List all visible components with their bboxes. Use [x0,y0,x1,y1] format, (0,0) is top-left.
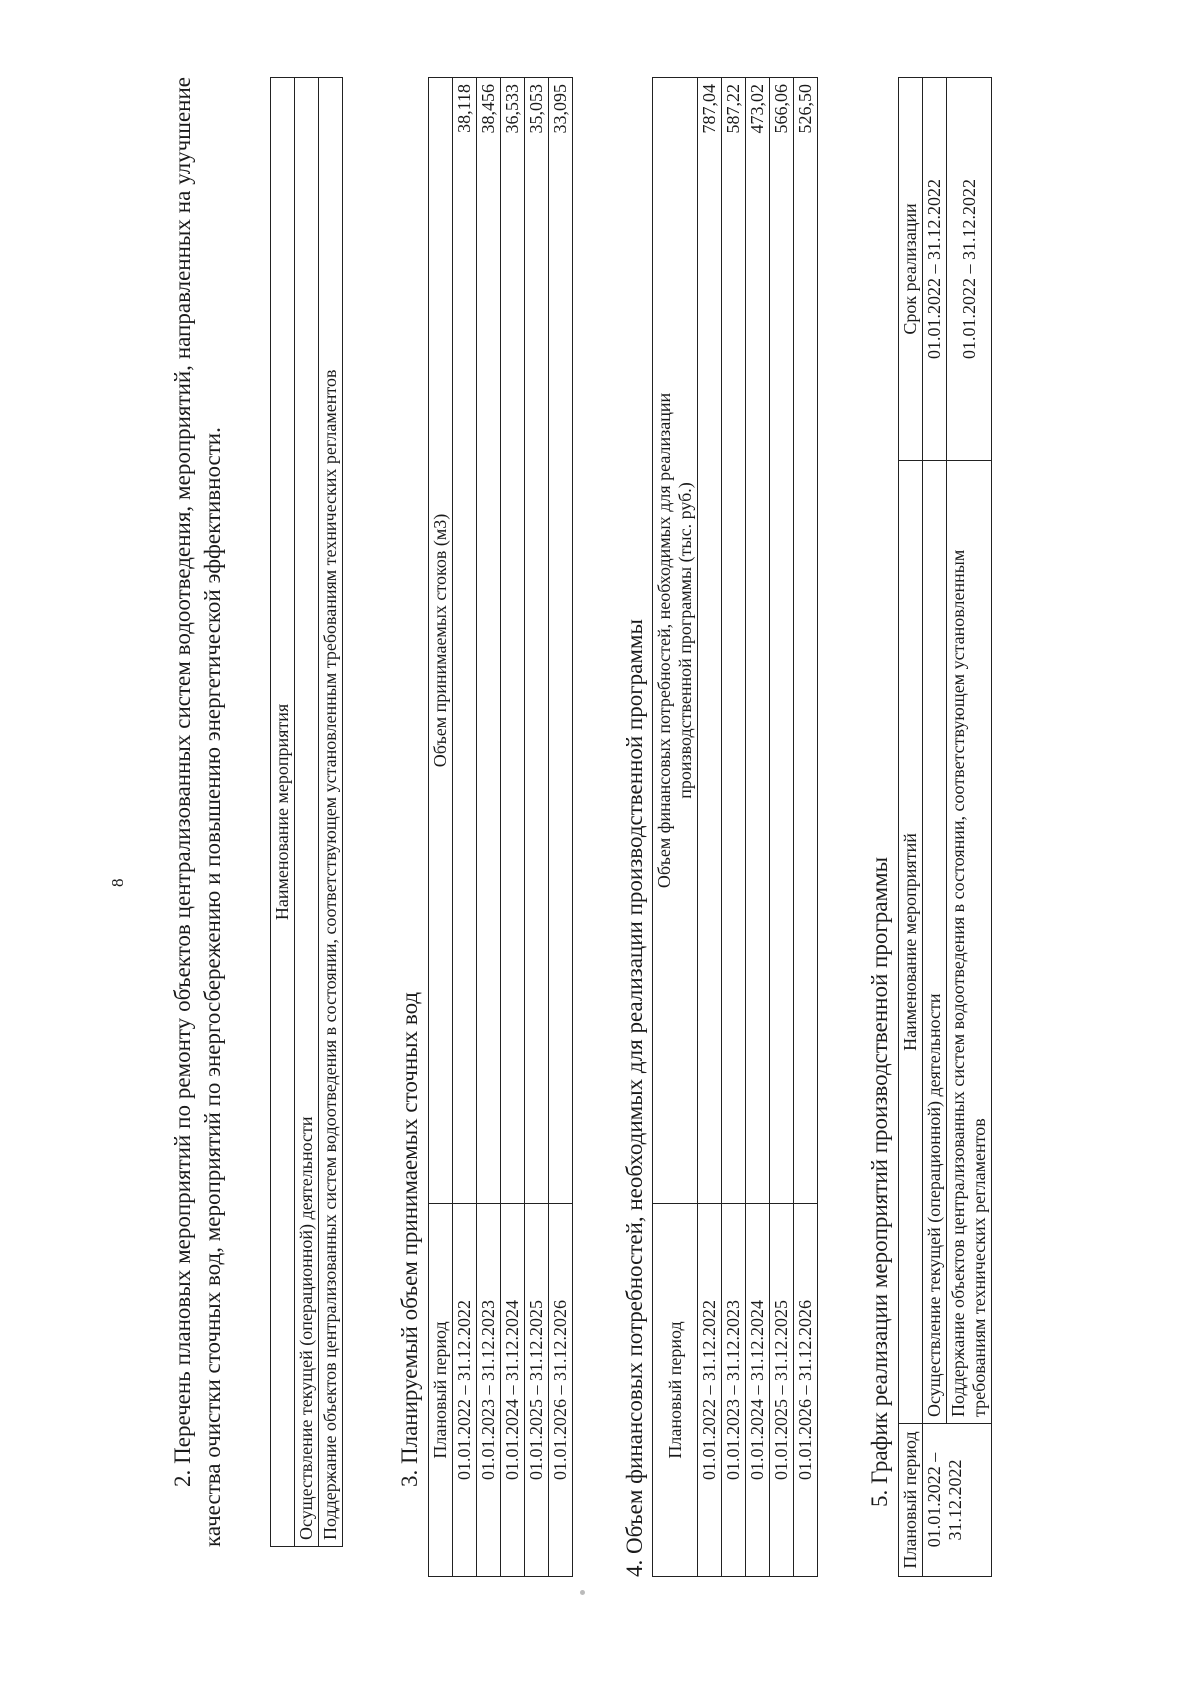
value-cell: 526,50 [794,78,818,1204]
table-row [501,78,525,1577]
period-cell: 01.01.2026 – 31.12.2026 [794,1204,818,1577]
section4-heading: 4. Объем финансовых потребностей, необходимых для реализации производственной программы [622,619,647,1577]
period-cell: 01.01.2025 – 31.12.2025 [770,1204,794,1577]
value-cell: 33,095 [549,78,573,1204]
value-cell: 787,04 [698,78,722,1204]
scan-speck [580,1590,585,1595]
section4-header-period: Плановый период [653,1204,698,1577]
table-row [525,78,549,1577]
value-cell: 35,053 [525,78,549,1204]
section3-header-value: Объем принимаемых стоков (м3) [429,78,453,1204]
period-cell: 01.01.2024 – 31.12.2024 [501,1204,525,1577]
period-cell: 01.01.2022 – 31.12.2022 [453,1204,477,1577]
value-cell: 36,533 [501,78,525,1204]
section2-row: Осуществление текущей (операционной) деятельности [295,78,319,1547]
table-row [770,78,794,1577]
value-cell: 587,22 [722,78,746,1204]
value-cell: 566,06 [770,78,794,1204]
section5-heading: 5. График реализации мероприятий производственной программы [867,856,892,1507]
term-cell: 01.01.2022 – 31.12.2022 [947,78,992,461]
table-row [549,78,573,1577]
section2-column-header: Наименование мероприятия [271,78,295,1547]
section5-header-name: Наименование мероприятий [899,461,923,1424]
table-row [477,78,501,1577]
section2-row: Поддержание объектов централизованных систем водоотведения в состоянии, соответствующем установленным требованиям технических регламентов [319,78,343,1547]
table-row [947,78,992,1577]
section3-header-period: Плановый период [429,1204,453,1577]
table-row [794,78,818,1577]
name-cell: Осуществление текущей (операционной) деятельности [923,461,947,1424]
period-cell: 01.01.2022 – 31.12.2022 [923,1424,992,1577]
section4-header-value [653,78,698,1204]
section5-table [898,77,992,1577]
table-row [923,78,947,1577]
section3-table [428,77,573,1577]
section4-table [652,77,818,1577]
table-row [746,78,770,1577]
table-row [453,78,477,1577]
section5-header-period: Плановый период [899,1424,923,1577]
value-cell: 473,02 [746,78,770,1204]
table-row [722,78,746,1577]
section3-heading: 3. Планируемый объем принимаемых сточных вод [397,991,422,1487]
name-cell: Поддержание объектов централизованных систем водоотведения в состоянии, соответствующем установленным требованиям технических регламентов [947,461,992,1424]
period-cell: 01.01.2025 – 31.12.2025 [525,1204,549,1577]
section4-header-value-text: Объем финансовых потребностей, необходимых для реализации производственной программы (тыс. руб.) [654,392,695,889]
period-cell: 01.01.2023 – 31.12.2023 [722,1204,746,1577]
section5-header-term: Срок реализации [899,78,923,461]
period-cell: 01.01.2022 – 31.12.2022 [698,1204,722,1577]
section2-heading: 2. Перечень плановых мероприятий по ремонту объектов централизованных систем водоотведения, мероприятий, направленных на улучшение качества очистки сточных вод, мероприятий по энергосбережению и повышению энергетической эффективности. [170,77,225,1547]
period-cell: 01.01.2024 – 31.12.2024 [746,1204,770,1577]
term-cell: 01.01.2022 – 31.12.2022 [923,78,947,461]
value-cell: 38,118 [453,78,477,1204]
value-cell: 38,456 [477,78,501,1204]
table-row [698,78,722,1577]
period-cell: 01.01.2026 – 31.12.2026 [549,1204,573,1577]
page-number: 8 [108,878,127,887]
section2-table [270,77,343,1547]
period-cell: 01.01.2023 – 31.12.2023 [477,1204,501,1577]
